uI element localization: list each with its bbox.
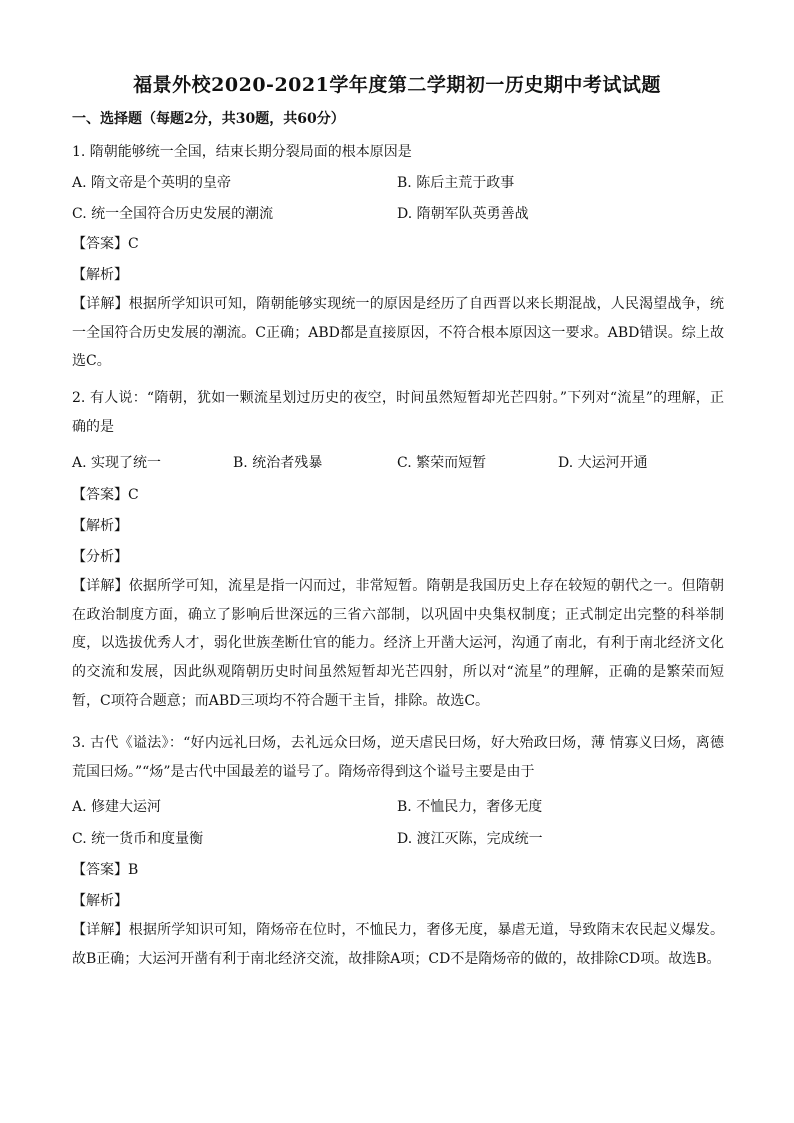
question-1-answer: 【答案】C <box>72 236 139 252</box>
question-3-option-b: B. 不恤民力，奢侈无度 <box>397 799 543 815</box>
question-1-detail: 【详解】根据所学知识可知，隋朝能够实现统一的原因是经历了自西晋以来长期混战，人民渴望战争，统一全国符合历史发展的潮流。C正确；ABD都是直接原因，不符合根本原因这一要求。ABD错误。综上故选C。 <box>72 296 724 370</box>
question-1-option-d: D. 隋朝军队英勇善战 <box>397 206 529 222</box>
question-1-stem: 1. 隋朝能够统一全国，结束长期分裂局面的根本原因是 <box>72 144 412 160</box>
question-3-option-d: D. 渡江灭陈，完成统一 <box>397 831 543 847</box>
question-2-option-d: D. 大运河开通 <box>558 455 648 471</box>
question-3-analysis-label: 【解析】 <box>72 893 128 909</box>
question-2-fenxi-label: 【分析】 <box>72 549 128 565</box>
question-2-answer: 【答案】C <box>72 487 139 503</box>
question-2-analysis-label: 【解析】 <box>72 518 128 534</box>
question-1-option-c: C. 统一全国符合历史发展的潮流 <box>72 206 274 222</box>
question-3-detail: 【详解】根据所学知识可知，隋炀帝在位时，不恤民力，奢侈无度，暴虐无道，导致隋末农民起义爆发。故B正确；大运河开凿有利于南北经济交流，故排除A项；CD不是隋炀帝的做的，故排除CD项。故选B。 <box>72 922 724 967</box>
question-2-detail: 【详解】依据所学可知，流星是指一闪而过，非常短暂。隋朝是我国历史上存在较短的朝代之一。但隋朝在政治制度方面，确立了影响后世深远的三省六部制，以巩固中央集权制度；正式制定出完整的科举制度，以选拔优秀人才，弱化世族垄断仕官的能力。经济上开凿大运河，沟通了南北，有利于南北经济文化的交流和发展，因此纵观隋朝历史时间虽然短暂却光芒四射，所以对“流星”的理解，正确的是繁荣而短暂，C项符合题意；而ABD三项均不符合题干主旨，排除。故选C。 <box>72 578 724 709</box>
question-3-answer: 【答案】B <box>72 862 139 878</box>
question-1-analysis-label: 【解析】 <box>72 267 128 283</box>
question-2-option-b: B. 统治者残暴 <box>233 455 323 471</box>
question-2-stem: 2. 有人说：“隋朝，犹如一颗流星划过历史的夜空，时间虽然短暂却光芒四射。”下列对“流星”的理解，正确的是 <box>72 390 724 435</box>
section-heading: 一、选择题（每题2分，共30题，共60分） <box>72 111 345 127</box>
question-2-option-c: C. 繁荣而短暂 <box>397 455 487 471</box>
page-title: 福景外校2020-2021学年度第二学期初一历史期中考试试题 <box>133 74 661 96</box>
question-3-option-a: A. 修建大运河 <box>72 799 162 815</box>
question-3-option-c: C. 统一货币和度量衡 <box>72 831 204 847</box>
question-2-option-a: A. 实现了统一 <box>72 455 162 471</box>
question-1-option-b: B. 陈后主荒于政事 <box>397 175 515 191</box>
question-1-option-a: A. 隋文帝是个英明的皇帝 <box>72 175 232 191</box>
question-3-stem: 3. 古代《谥法》：“好内远礼曰炀，去礼远众曰炀，逆天虐民曰炀，好大殆政曰炀，薄 情寡义曰炀，离德荒国曰炀。”“炀”是古代中国最差的谥号了。隋炀帝得到这个谥号主要是由于 <box>72 735 724 780</box>
